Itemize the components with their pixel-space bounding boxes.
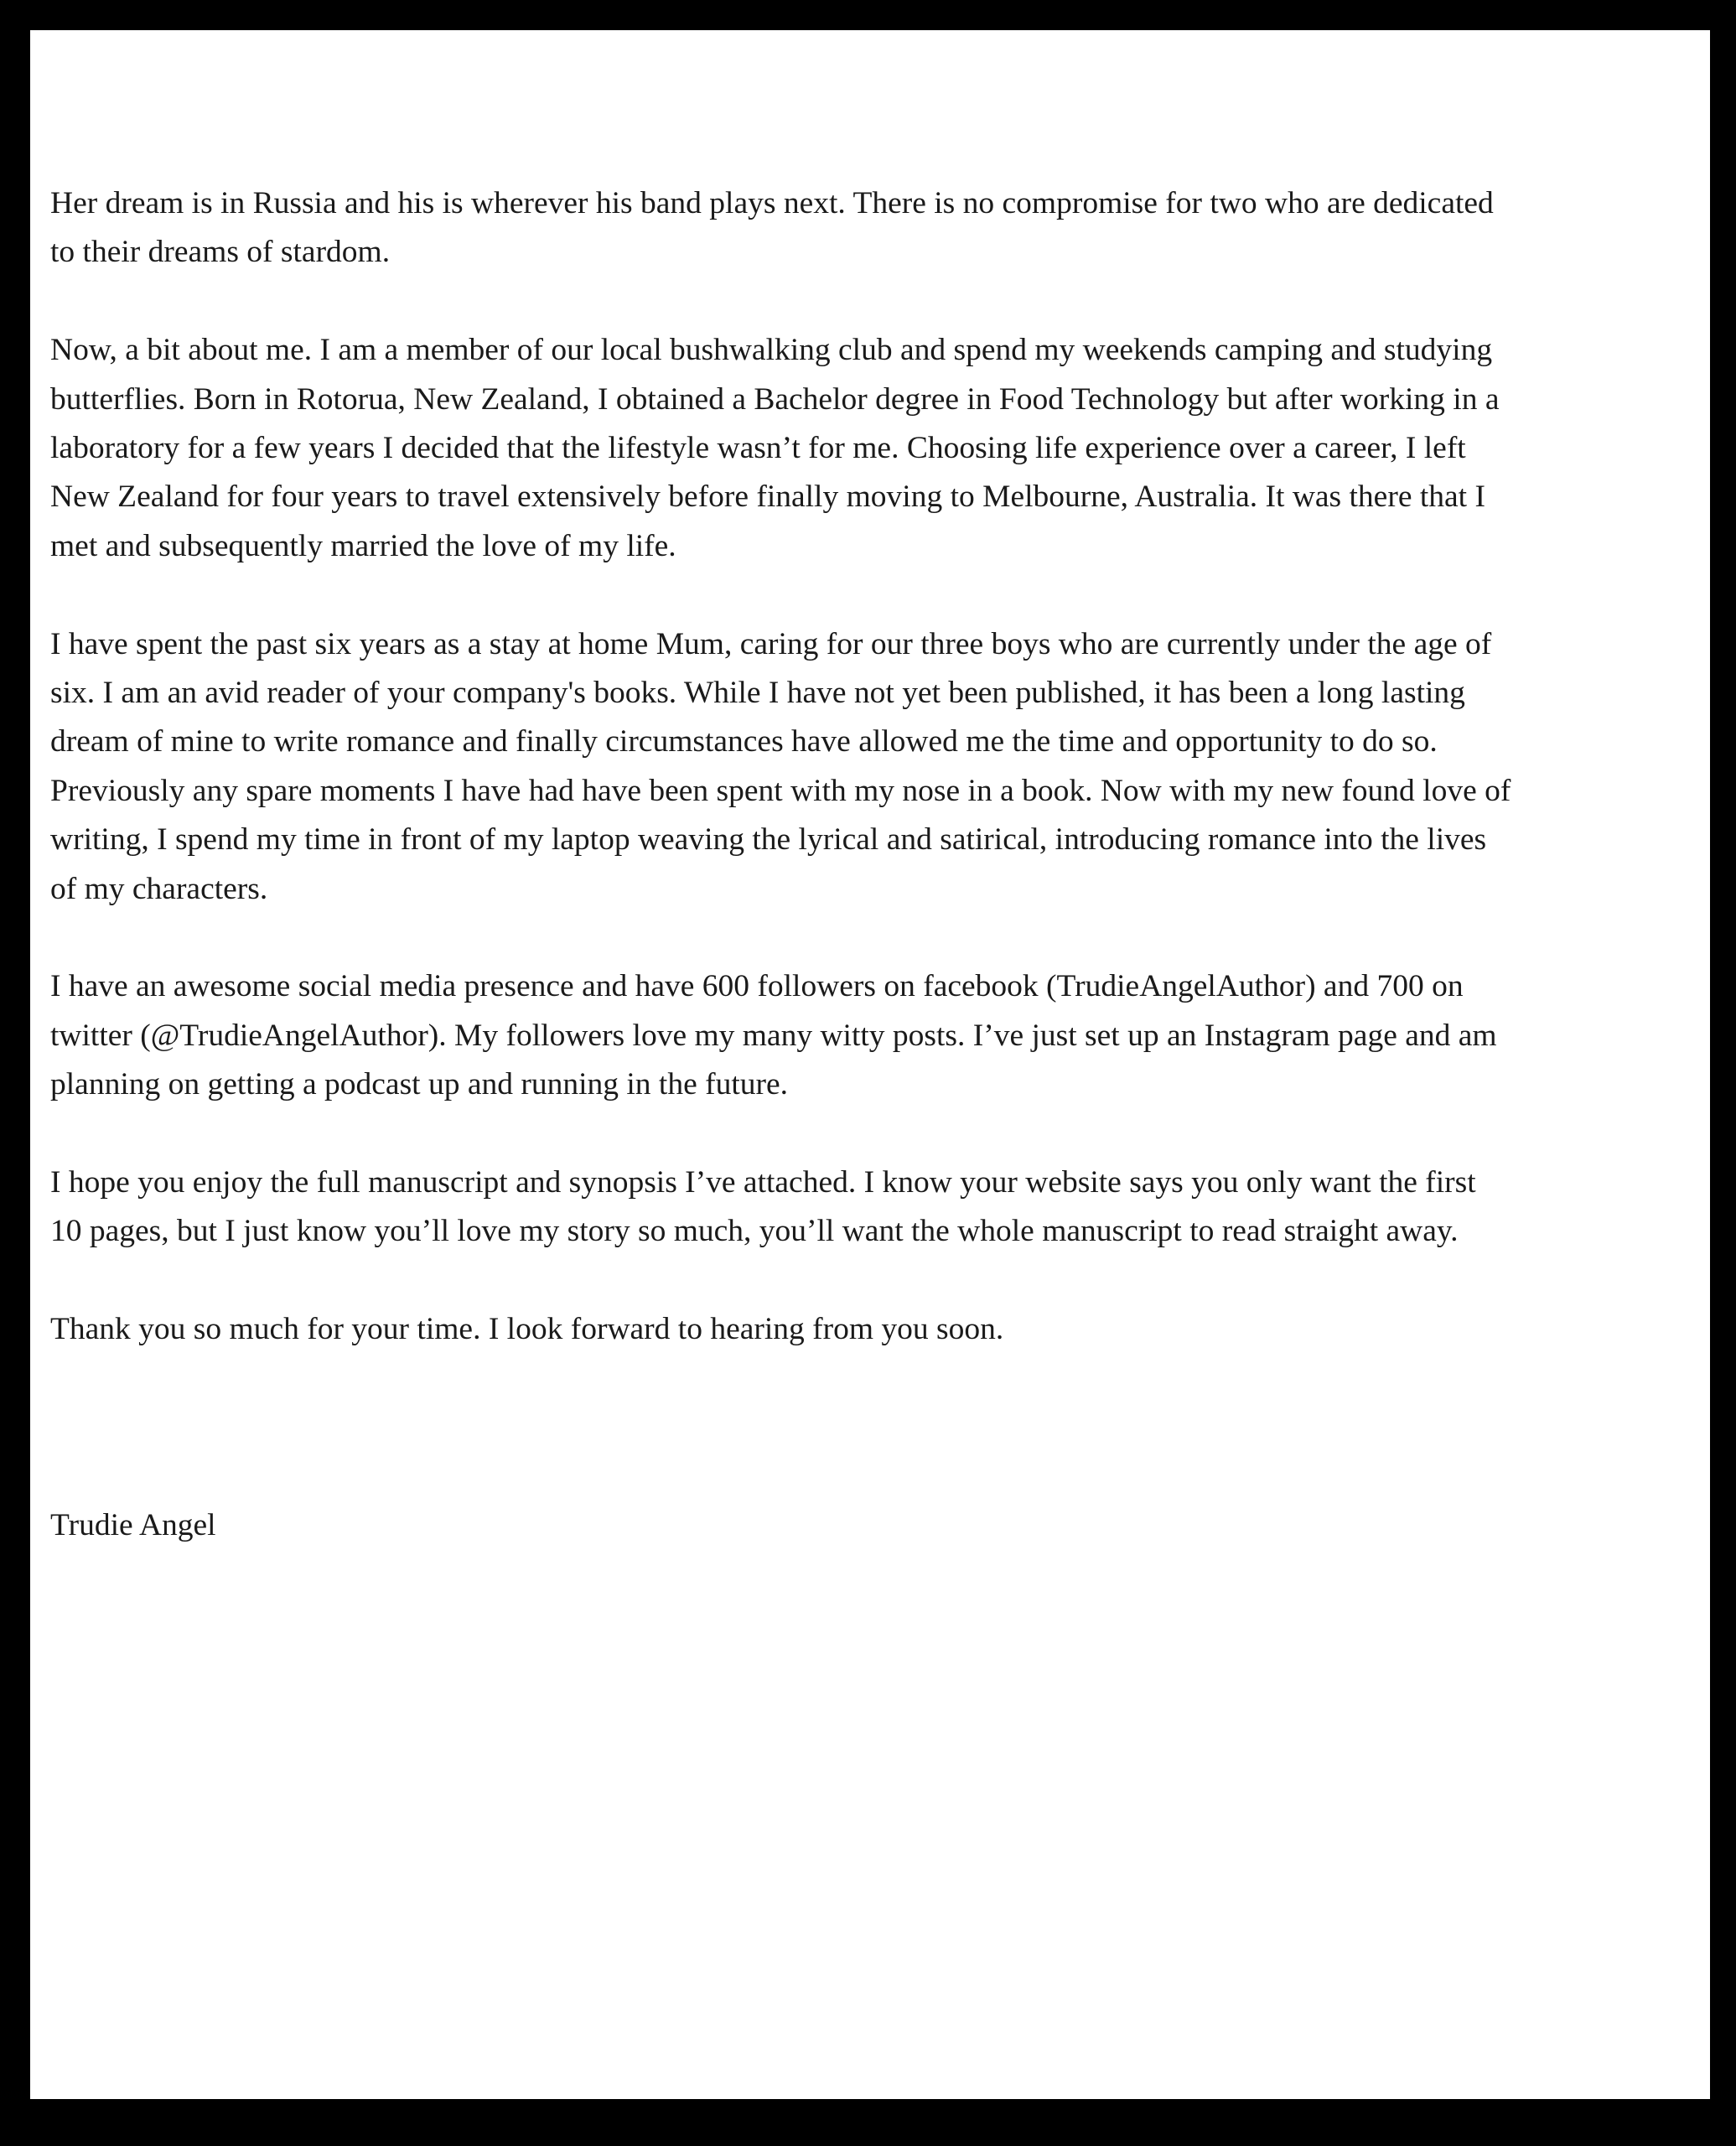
text-line: Previously any spare moments I have had have been spent with my nose in a book. Now with my new found love of xyxy=(50,773,1511,808)
text-line: New Zealand for four years to travel extensively before finally moving to Melbourne, Australia. It was there that I xyxy=(50,479,1485,515)
text-line: Her dream is in Russia and his is wherever his band plays next. There is no compromise for two who are dedicated xyxy=(50,186,1494,220)
paragraph-about-me xyxy=(50,326,1718,571)
paragraph-manuscript xyxy=(50,1159,1718,1257)
paragraph-family-writing xyxy=(50,620,1718,914)
text-line: I have an awesome social media presence and have 600 followers on facebook (TrudieAngelAuthor) and 700 on xyxy=(50,969,1464,1004)
text-line: Thank you so much for your time. I look forward to hearing from you soon. xyxy=(50,1312,1004,1347)
signature-name: Trudie Angel xyxy=(50,1507,216,1542)
text-line: six. I am an avid reader of your company's books. While I have not yet been published, it has been a long lasting xyxy=(50,676,1465,711)
document-page xyxy=(30,30,1710,2099)
text-line: planning on getting a podcast up and running in the future. xyxy=(50,1067,789,1102)
letter-body xyxy=(50,179,1718,1550)
paragraph-social-media xyxy=(50,962,1718,1109)
paragraph-closing xyxy=(50,1305,1718,1354)
text-line: dream of mine to write romance and finally circumstances have allowed me the time and opportunity to do so. xyxy=(50,724,1438,759)
text-line: 10 pages, but I just know you’ll love my story so much, you’ll want the whole manuscript to read straight away. xyxy=(50,1214,1459,1249)
text-line: met and subsequently married the love of my life. xyxy=(50,528,676,563)
text-line: laboratory for a few years I decided that the lifestyle wasn’t for me. Choosing life experience over a career, I left xyxy=(50,431,1466,466)
text-line: twitter (@TrudieAngelAuthor). My followers love my many witty posts. I’ve just set up an Instagram page and am xyxy=(50,1018,1497,1053)
text-line: I have spent the past six years as a stay at home Mum, caring for our three boys who are currently under the age of xyxy=(50,626,1492,661)
text-line: of my characters. xyxy=(50,871,268,906)
text-line: Now, a bit about me. I am a member of our local bushwalking club and spend my weekends camping and studying xyxy=(50,333,1493,368)
text-line: butterflies. Born in Rotorua, New Zealand, I obtained a Bachelor degree in Food Technology but after working in a xyxy=(50,381,1500,417)
paragraph-dream xyxy=(50,179,1718,277)
signature xyxy=(50,1501,1718,1550)
text-line: writing, I spend my time in front of my laptop weaving the lyrical and satirical, introducing romance into the lives xyxy=(50,822,1487,858)
text-line: to their dreams of stardom. xyxy=(50,235,391,270)
text-line: I hope you enjoy the full manuscript and synopsis I’ve attached. I know your website says you only want the first xyxy=(50,1165,1476,1200)
